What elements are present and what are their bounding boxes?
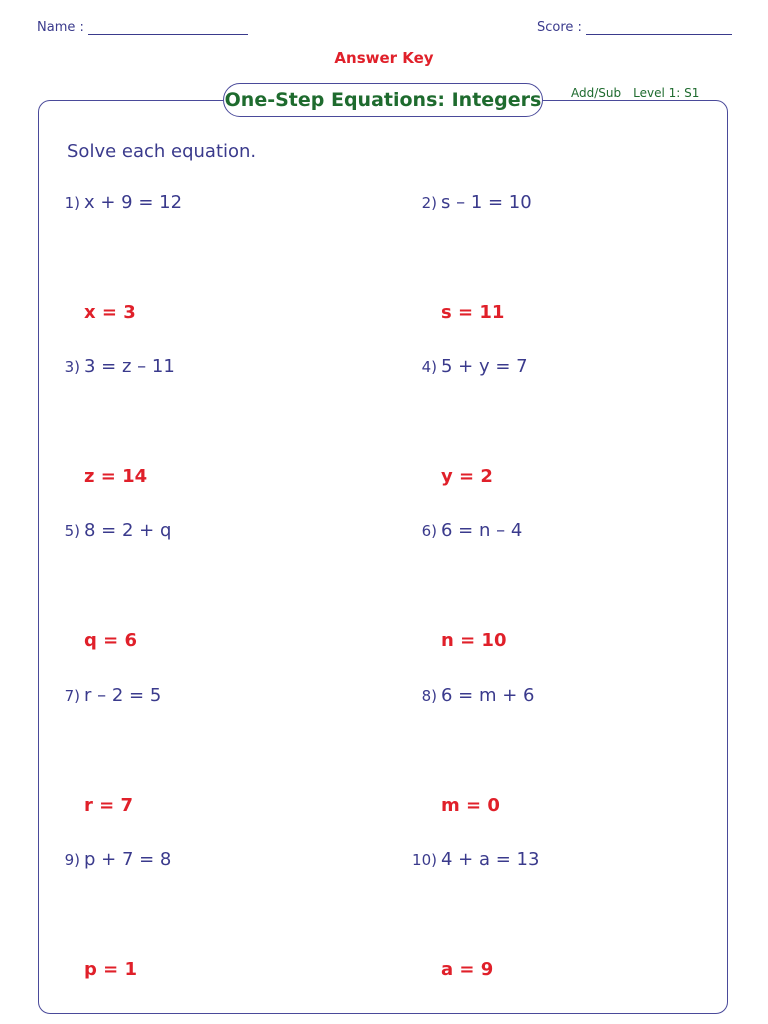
problem-answer: n = 10 xyxy=(441,630,507,651)
name-label: Name : xyxy=(37,20,84,35)
name-line[interactable] xyxy=(88,20,248,35)
problem-answer: r = 7 xyxy=(84,795,134,816)
problem-answer: x = 3 xyxy=(84,302,136,323)
problem-number: 4) xyxy=(421,358,437,376)
problem-answer: y = 2 xyxy=(441,466,493,487)
score-line[interactable] xyxy=(586,20,732,35)
topic-label: Add/Sub xyxy=(571,86,622,100)
problem-equation: 3 = z – 11 xyxy=(84,356,175,377)
problem-10 xyxy=(397,849,717,999)
problem-number: 9) xyxy=(64,851,80,869)
problem-6 xyxy=(397,520,717,670)
problem-number: 1) xyxy=(64,194,80,212)
problem-number: 5) xyxy=(64,522,80,540)
problem-number: 7) xyxy=(64,687,80,705)
problem-answer: s = 11 xyxy=(441,302,505,323)
problem-equation: p + 7 = 8 xyxy=(84,849,172,870)
problem-answer: q = 6 xyxy=(84,630,138,651)
problem-equation: 4 + a = 13 xyxy=(441,849,540,870)
problem-number: 6) xyxy=(421,522,437,540)
problem-number: 8) xyxy=(421,687,437,705)
score-field[interactable] xyxy=(537,20,732,35)
level-label: Level 1: S1 xyxy=(633,86,700,100)
problem-number: 10) xyxy=(412,851,437,869)
problem-answer: a = 9 xyxy=(441,959,494,980)
problem-2 xyxy=(397,192,717,342)
problem-answer: p = 1 xyxy=(84,959,138,980)
problem-equation: x + 9 = 12 xyxy=(84,192,183,213)
problem-equation: 6 = n – 4 xyxy=(441,520,523,541)
problem-equation: r – 2 = 5 xyxy=(84,685,162,706)
instructions: Solve each equation. xyxy=(67,141,257,162)
problem-equation: 8 = 2 + q xyxy=(84,520,172,541)
title-text: One-Step Equations: Integers xyxy=(224,89,542,111)
worksheet-title xyxy=(223,83,543,117)
name-field[interactable] xyxy=(37,20,248,35)
problem-number: 3) xyxy=(64,358,80,376)
problem-5 xyxy=(40,520,360,670)
problem-answer: z = 14 xyxy=(84,466,148,487)
score-label: Score : xyxy=(537,20,582,35)
problem-number: 2) xyxy=(421,194,437,212)
problem-7 xyxy=(40,685,360,835)
problem-3 xyxy=(40,356,360,506)
problem-equation: 5 + y = 7 xyxy=(441,356,528,377)
problem-equation: 6 = m + 6 xyxy=(441,685,535,706)
problem-8 xyxy=(397,685,717,835)
answer-key-label: Answer Key xyxy=(334,49,434,67)
problem-answer: m = 0 xyxy=(441,795,500,816)
problem-4 xyxy=(397,356,717,506)
worksheet-meta xyxy=(571,86,699,100)
problem-equation: s – 1 = 10 xyxy=(441,192,532,213)
problem-1 xyxy=(40,192,360,342)
problem-9 xyxy=(40,849,360,999)
